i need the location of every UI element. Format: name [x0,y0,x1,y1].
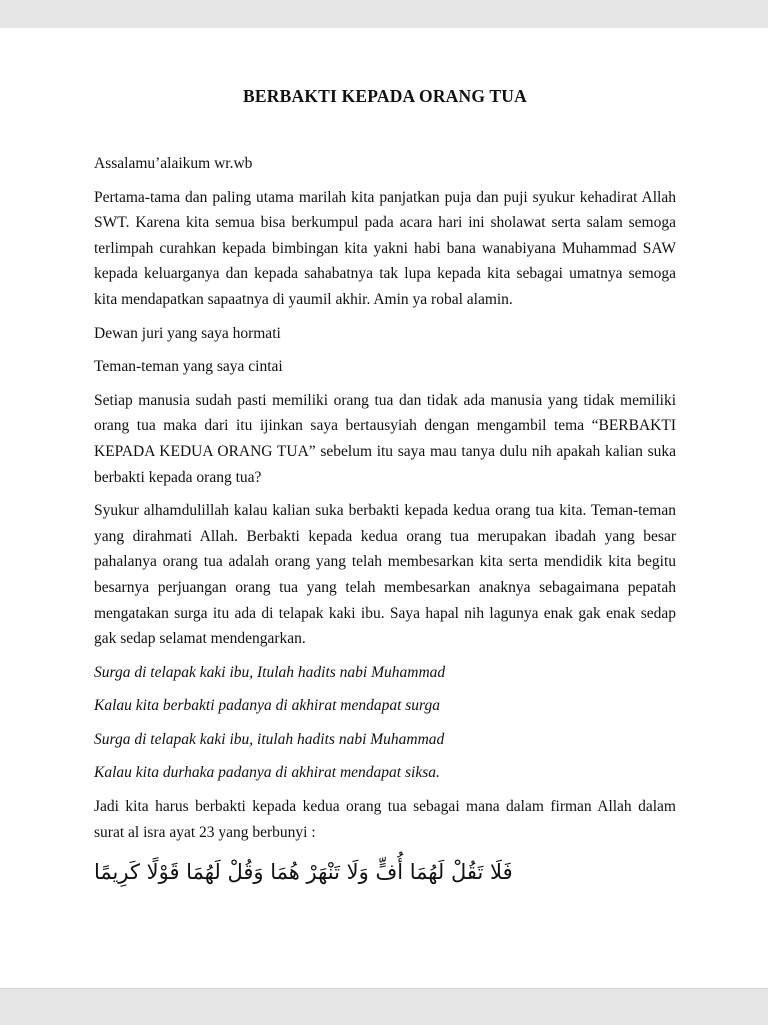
paragraph-jury-greeting: Dewan juri yang saya hormati [94,324,281,342]
lyric-line-1: Surga di telapak kaki ibu, Itulah hadits nabi Muhammad [94,663,446,681]
document-title: BERBAKTI KEPADA ORANG TUA [243,86,527,106]
arabic-verse: فَلَا تَقُلْ لَهُمَا أُفٍّ وَلَا تَنْهَرْ هُمَا وَقُلْ لَهُمَا قَوْلًا كَرِيمًا [94,860,513,885]
lyric-line-2: Kalau kita berbakti padanya di akhirat mendapat surga [94,697,440,715]
viewer-margin-bottom [0,988,768,1025]
lyric-line-4: Kalau kita durhaka padanya di akhirat mendapat siksa. [94,764,440,782]
paragraph-friends-greeting: Teman-teman yang saya cintai [94,358,283,376]
document-page [0,28,768,988]
paragraph-opening: Pertama-tama dan paling utama marilah kita panjatkan puja dan puji syukur kehadirat Allah SWT. Karena kita semua bisa berkumpul pada acara hari ini sholawat serta salam semoga terlimpah curahkan kepada bimbingan kita yakni habi bana wanabiyana Muhammad SAW kepada keluarganya dan kepada sahabatnya tak lupa kepada kita sebagai umatnya semoga kita mendapatkan sapaatnya di yaumil akhir. Amin ya robal alamin. [94,188,676,308]
paragraph-greeting: Assalamu’alaikum wr.wb [94,155,253,172]
paragraph-body: Syukur alhamdulillah kalau kalian suka berbakti kepada kedua orang tua kita. Teman-teman yang dirahmati Allah. Berbakti kepada kedua orang tua merupakan ibadah yang besar pahalanya orang tua adalah orang yang telah membesarkan kita serta mendidik kita begitu besarnya perjuangan orang tua yang telah membesarkan anaknya sebagaimana pepatah mengatakan surga itu ada di telapak kaki ibu. Saya hapal nih lagunya enak gak enak sedap gak sedap selamat mendengarkan. [94,502,676,648]
viewer-margin-top [0,0,768,29]
paragraph-theme: Setiap manusia sudah pasti memiliki orang tua dan tidak ada manusia yang tidak memiliki orang tua maka dari itu ijinkan saya bertausyiah dengan mengambil tema “BERBAKTI KEPADA KEDUA ORANG TUA” sebelum itu saya mau tanya dulu nih apakah kalian suka berbakti kepada orang tua? [94,391,676,486]
paragraph-quran-intro: Jadi kita harus berbakti kepada kedua orang tua sebagai mana dalam firman Allah dalam surat al isra ayat 23 yang berbunyi : [94,798,676,841]
lyric-line-3: Surga di telapak kaki ibu, itulah hadits nabi Muhammad [94,730,445,748]
